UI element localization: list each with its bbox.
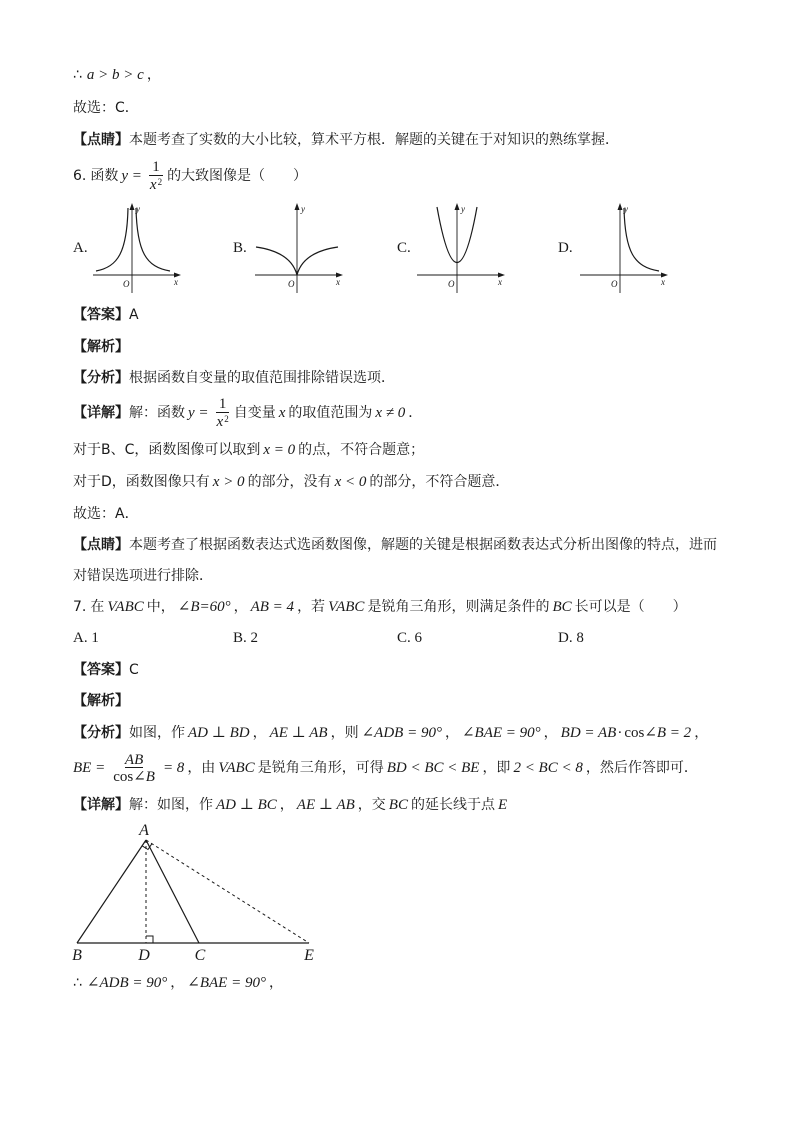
q6-bc-lead: 对于B、C，函数图像可以取到 <box>73 442 261 458</box>
x-axis-label: x <box>498 277 502 287</box>
q7-detail-tag: 【详解】 <box>73 797 129 813</box>
fraction-numerator: 1 <box>149 160 163 176</box>
q7-answer-tag: 【答案】 <box>73 662 129 678</box>
y-axis-label: y <box>301 204 305 214</box>
fraction-denominator-angle: ∠B <box>133 768 155 785</box>
q7-b2-sep-1: ，由 <box>187 760 216 776</box>
q7-conclusion-sep-1: ， <box>170 975 185 991</box>
x-axis-label: x <box>174 277 178 287</box>
q7-d-expr-3: BC <box>388 797 408 813</box>
q6-brief-line <box>73 368 395 388</box>
q7-b1-expr-4: ∠BAE = 90° <box>461 725 541 741</box>
q7-ab-length: AB = 4 <box>250 599 295 615</box>
q7-d-sep-1: ， <box>279 797 294 813</box>
q7-brief-line-1 <box>73 723 708 743</box>
q7-stem-lead: 在 <box>90 599 105 615</box>
curve-left-branch <box>96 208 128 271</box>
q7-d-expr-2: AE ⊥ AB <box>296 797 355 813</box>
q6-comment-line-1 <box>73 535 717 555</box>
q7-b1-cos: cos <box>624 725 645 741</box>
q7-analysis-tag: 【解析】 <box>73 693 129 709</box>
q6-brief-tag: 【分析】 <box>73 370 129 386</box>
y-axis-label: y <box>624 204 628 214</box>
q6-answer-tag: 【答案】 <box>73 307 129 323</box>
q6-detail-mid: 自变量 <box>233 405 276 421</box>
q6-analysis-line <box>73 337 129 357</box>
q7-b1-expr-5b: ∠B = 2 <box>644 725 692 741</box>
q7-b1-sep-5: ， <box>694 725 709 741</box>
vertex-label-b: B <box>72 947 82 964</box>
q7-b1-expr-5a: BD = AB <box>560 725 617 741</box>
y-axis-arrow <box>618 203 623 210</box>
fraction-denominator <box>148 176 164 192</box>
q7-b2-triangle: VABC <box>218 760 255 776</box>
q6-answer: A <box>129 307 139 323</box>
origin-label: O <box>288 279 295 289</box>
q6-comment-1: 本题考查了根据函数表达式选函数图像，解题的关键是根据函数表达式分析出图像的特点，进而 <box>129 537 717 553</box>
q7-b2-lhs: BE = <box>73 760 106 776</box>
fraction-denominator-exponent: 2 <box>157 177 163 187</box>
q6-detail-end: ． <box>408 405 423 421</box>
q6-option-a-graph <box>88 200 188 300</box>
q6-detail-range: 的取值范围为 <box>288 405 373 421</box>
q7-option-c: C. 6 <box>397 630 423 646</box>
q5-relation: a > b > c <box>86 67 144 83</box>
q6-stem-lead: 函数 <box>90 168 119 184</box>
point-label-d: D <box>138 947 150 964</box>
q7-angle-b: ∠B=60° <box>177 599 231 615</box>
x-axis-label: x <box>661 277 665 287</box>
q5-conclusion-line <box>73 65 161 85</box>
curve-right-branch <box>136 208 170 271</box>
q7-answer: C <box>129 662 139 678</box>
q6-detail-lead: 解：函数 <box>129 405 185 421</box>
curve-right-branch <box>624 208 659 271</box>
q6-answer-line <box>73 305 139 325</box>
fraction-numerator: AB <box>124 751 144 768</box>
q7-b2-tail: ，然后作答即可． <box>585 760 698 776</box>
q7-detail-line <box>73 795 510 815</box>
q6-comment-tag: 【点睛】 <box>73 537 129 553</box>
q7-b2-expr-2: 2 < BC < 8 <box>513 760 583 776</box>
q7-b1-expr-1: AD ⊥ BD <box>188 725 250 741</box>
curve-left-branch <box>256 247 297 275</box>
q7-b2-fraction <box>111 753 157 784</box>
q7-d-lead: 解：如图，作 <box>129 797 213 813</box>
q6-bc-tail: 的点，不符合题意； <box>298 442 425 458</box>
q6-detail-tag: 【详解】 <box>73 405 129 421</box>
q6-option-b-label: B. <box>233 240 247 256</box>
q6-comment-2: 对错误选项进行排除． <box>73 568 213 584</box>
right-angle-mark-d <box>146 936 153 943</box>
q7-b1-sep-3: ， <box>444 725 459 741</box>
q6-option-d-graph <box>575 200 675 300</box>
q5-comment: 本题考查了实数的大小比较，算术平方根．解题的关键在于对知识的熟练掌握． <box>129 132 619 148</box>
q7-b1-sep-2: ，则 <box>330 725 359 741</box>
q7-b2-expr-1: BD < BC < BE <box>386 760 480 776</box>
q7-conclusion-expr-1: ∠ADB = 90° <box>86 975 168 991</box>
q6-option-c-graph <box>412 200 512 300</box>
y-axis-arrow <box>130 203 135 210</box>
q7-sep-1: ， <box>233 599 248 615</box>
q7-b1-sep-4: ， <box>543 725 558 741</box>
segment-ab <box>77 840 146 943</box>
q5-comment-line <box>73 130 619 150</box>
q7-b1-sep-1: ， <box>252 725 267 741</box>
therefore-symbol: ∴ <box>73 67 82 83</box>
q7-option-a: A. 1 <box>73 630 99 646</box>
q6-brief: 根据函数自变量的取值范围排除错误选项． <box>129 370 395 386</box>
q6-choice: 故选：A． <box>73 506 139 522</box>
q7-triangle-figure <box>60 815 330 965</box>
point-label-e: E <box>304 947 314 964</box>
q6-number: 6. <box>73 168 87 184</box>
q6-d-lead: 对于D，函数图像只有 <box>73 474 210 490</box>
q7-option-d: D. 8 <box>558 630 584 646</box>
q6-d-expr-positive: x > 0 <box>212 474 245 490</box>
q7-answer-line <box>73 660 139 680</box>
q7-brief-line-2 <box>73 752 698 784</box>
y-axis-label: y <box>461 204 465 214</box>
segment-ac <box>146 840 199 943</box>
q7-d-sep-3: 的延长线于点 <box>410 797 495 813</box>
q6-stem-tail: 的大致图像是（ ） <box>167 168 308 184</box>
q5-relation-end: ， <box>146 67 161 83</box>
q6-bc-line <box>73 440 424 460</box>
q6-analysis-tag: 【解析】 <box>73 339 129 355</box>
therefore-symbol: ∴ <box>73 975 82 991</box>
fraction-denominator <box>215 413 231 429</box>
q5-comment-tag: 【点睛】 <box>73 132 129 148</box>
q6-d-expr-negative: x < 0 <box>334 474 367 490</box>
q7-d-expr-4: E <box>497 797 508 813</box>
fraction-denominator-base: x <box>216 414 224 430</box>
q7-triangle-1: VABC <box>107 599 144 615</box>
origin-label: O <box>611 279 618 289</box>
origin-label: O <box>448 279 455 289</box>
q5-choice-line <box>73 98 139 118</box>
q6-stem <box>73 160 307 192</box>
fraction-denominator <box>111 768 157 784</box>
q7-b1-lead: 如图，作 <box>129 725 185 741</box>
fraction-denominator-exponent: 2 <box>224 414 229 424</box>
q6-bc-expr: x = 0 <box>263 442 296 458</box>
vertex-label-c: C <box>194 947 206 964</box>
q6-detail-fraction <box>215 397 231 429</box>
q7-triangle-2: VABC <box>328 599 365 615</box>
q7-b2-rhs: = 8 <box>162 760 185 776</box>
q6-option-d-label: D. <box>558 240 573 256</box>
fraction-numerator: 1 <box>216 397 230 413</box>
x-axis-label: x <box>336 277 340 287</box>
q6-stem-fraction <box>148 160 164 192</box>
q7-conclusion-line <box>73 973 283 993</box>
q7-b1-dot: · <box>617 725 623 741</box>
q6-detail-line <box>73 397 422 429</box>
fraction-denominator-cos: cos <box>113 768 134 785</box>
q7-d-sep-2: ，交 <box>357 797 386 813</box>
q7-option-b: B. 2 <box>233 630 259 646</box>
q7-b1-expr-3: ∠ADB = 90° <box>361 725 442 741</box>
q6-option-c-label: C. <box>397 240 411 256</box>
q7-analysis-line <box>73 691 129 711</box>
q7-conclusion-sep-2: ， <box>268 975 283 991</box>
q6-d-tail: 的部分，不符合题意． <box>369 474 510 490</box>
q7-conclusion-expr-2: ∠BAE = 90° <box>187 975 266 991</box>
y-axis-arrow <box>455 203 460 210</box>
vertex-label-a: A <box>139 822 149 839</box>
q5-choice: 故选：C． <box>73 100 139 116</box>
y-axis-label: y <box>136 204 140 214</box>
q6-comment-line-2 <box>73 566 213 586</box>
segment-ae-dashed <box>146 840 309 943</box>
q7-stem-a: 中， <box>146 599 175 615</box>
q6-d-line <box>73 472 509 492</box>
q6-detail-function-lhs: y = <box>188 405 209 421</box>
q7-stem-d: 长可以是（ ） <box>574 599 687 615</box>
fraction-denominator-base: x <box>149 177 157 193</box>
q7-b1-expr-2: AE ⊥ AB <box>269 725 328 741</box>
q7-b2-sep-3: ，即 <box>482 760 511 776</box>
y-axis-arrow <box>295 203 300 210</box>
curve-right-branch <box>297 247 338 275</box>
q7-brief-tag: 【分析】 <box>73 725 129 741</box>
q7-stem-c: 是锐角三角形，则满足条件的 <box>367 599 550 615</box>
origin-label: O <box>123 279 130 289</box>
q6-detail-variable: x <box>278 405 286 421</box>
q7-number: 7. <box>73 599 87 615</box>
q6-detail-condition: x ≠ 0 <box>375 405 406 421</box>
q7-stem-b: ，若 <box>297 599 326 615</box>
q7-bc: BC <box>552 599 572 615</box>
q6-choice-line <box>73 504 139 524</box>
q7-b2-sep-2: 是锐角三角形，可得 <box>257 760 384 776</box>
q7-d-expr-1: AD ⊥ BC <box>216 797 277 813</box>
q6-d-mid: 的部分，没有 <box>247 474 332 490</box>
q6-option-a-label: A. <box>73 240 88 256</box>
q7-stem <box>73 597 687 617</box>
q6-option-b-graph <box>250 200 350 300</box>
q6-function-lhs: y = <box>121 168 142 184</box>
